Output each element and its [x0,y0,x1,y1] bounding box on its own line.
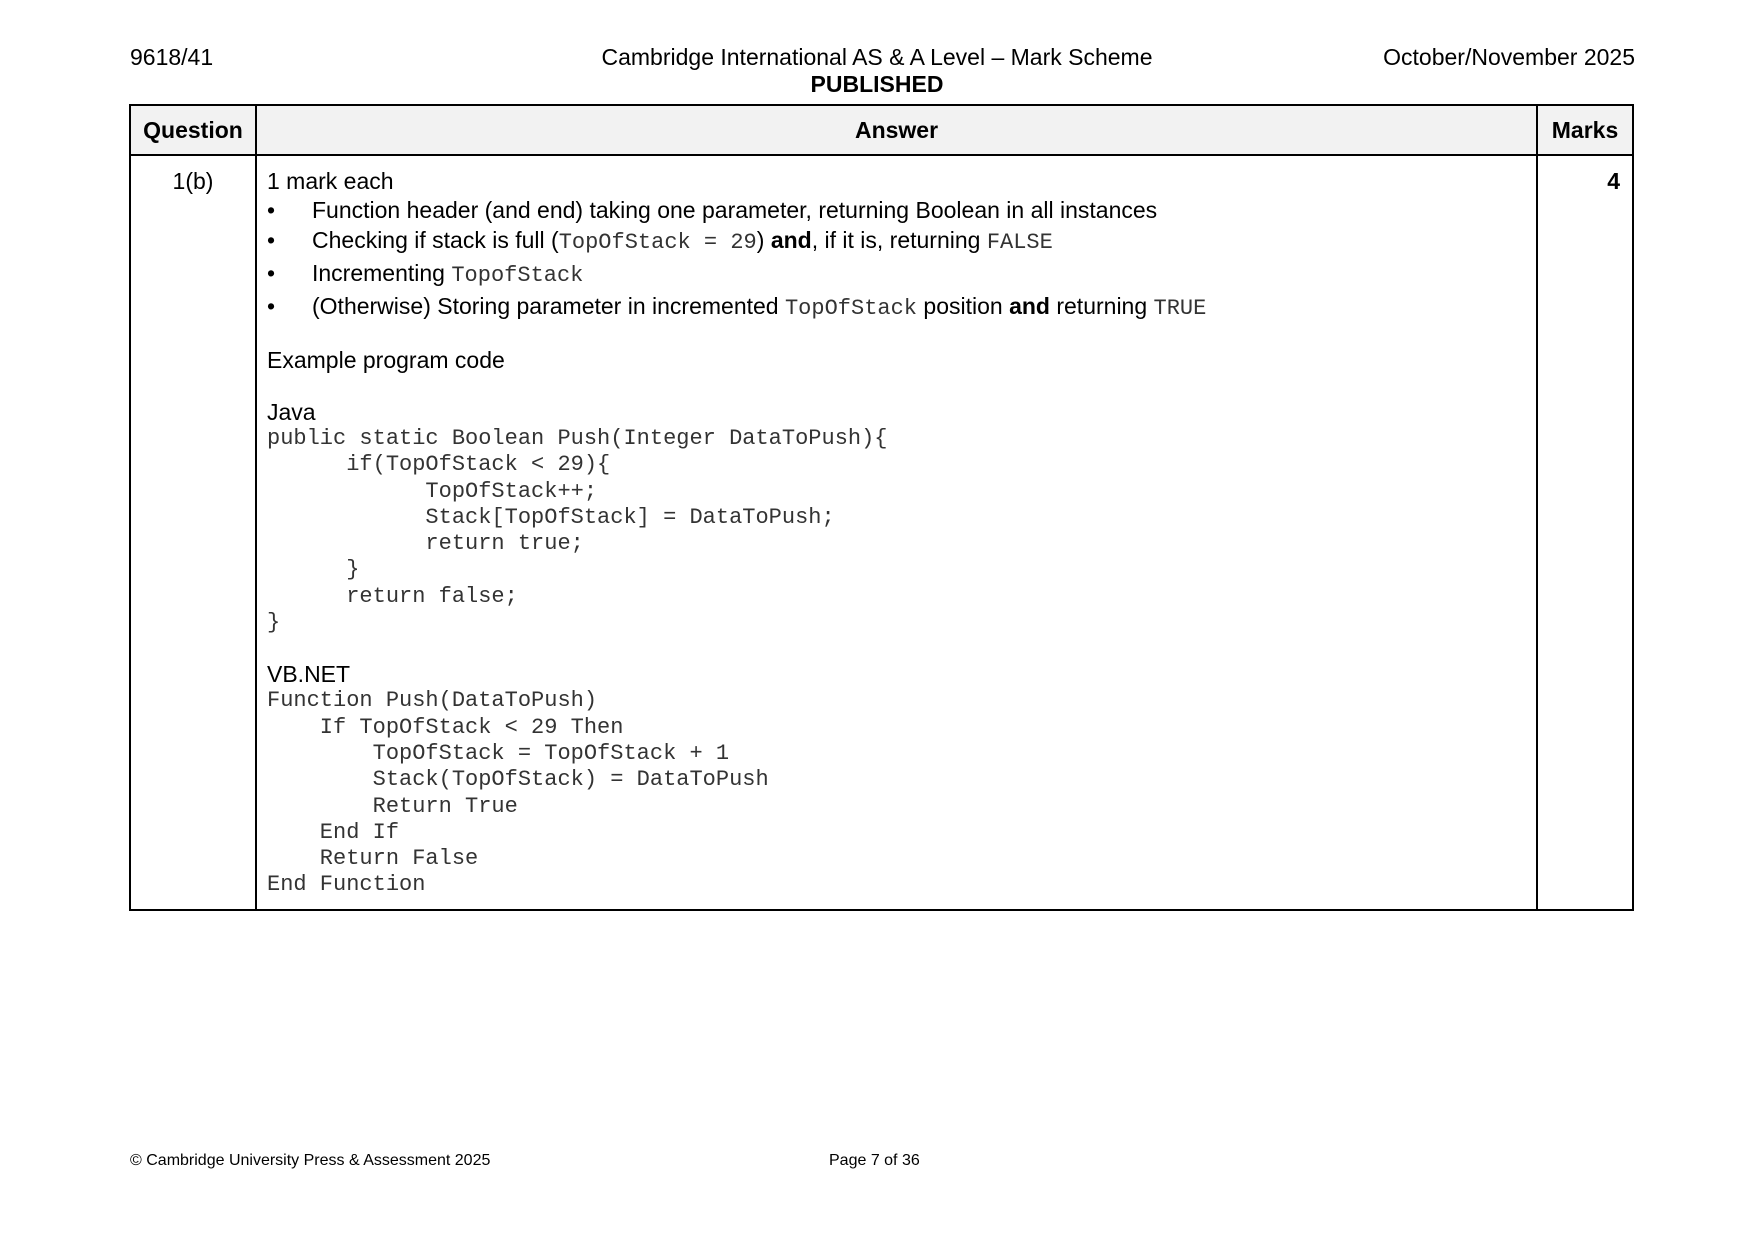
inline-code: FALSE [986,230,1053,255]
java-code-block: public static Boolean Push(Integer DataToPush){ if(TopOfStack < 29){ TopOfStack++; Stack[TopOfStack] = DataToPush; return true; } return false; } [267,426,888,636]
page-number: Page 7 of 36 [829,1152,920,1169]
inline-code: TopOfStack = 29 [558,230,757,255]
list-item [267,258,1526,291]
answer-cell [256,155,1537,910]
vbnet-code-block: Function Push(DataToPush) If TopOfStack < 29 Then TopOfStack = TopOfStack + 1 Stack(TopOfStack) = DataToPush Return True End If Return False End Function [267,688,769,898]
point-text: (Otherwise) Storing parameter in incremented [312,293,785,319]
question-number: 1(b) [130,155,256,910]
inline-code: TRUE [1153,296,1207,321]
mark-scheme-table [129,104,1634,911]
copyright-notice: © Cambridge University Press & Assessment 2025 [130,1152,491,1169]
list-item [267,291,1526,324]
bullet-icon: • [267,260,276,286]
mark-intro: 1 mark each [267,168,394,194]
marks-value: 4 [1537,155,1633,910]
point-text: returning [1049,293,1154,319]
marks-column-header: Marks [1537,105,1633,155]
list-item [267,195,1526,225]
paper-code: 9618/41 [130,44,214,70]
list-item [267,225,1526,258]
bullet-icon: • [267,293,276,319]
published-label: PUBLISHED [810,71,944,97]
document-title: Cambridge International AS & A Level – Mark Scheme [601,44,1153,70]
bold-keyword: and [770,227,812,253]
point-text: Checking if stack is full ( [312,227,559,253]
point-text: Incrementing [312,260,452,286]
inline-code: TopOfStack [784,296,918,321]
point-text: position [917,293,1010,319]
example-code-heading: Example program code [267,347,505,373]
table-row [130,155,1633,910]
table-header-row [130,105,1633,155]
exam-session: October/November 2025 [1383,44,1635,70]
marking-points-list [267,195,1526,324]
answer-column-header: Answer [256,105,1537,155]
bullet-icon: • [267,197,276,223]
question-column-header: Question [130,105,256,155]
point-text: , if it is, returning [811,227,987,253]
point-text: ) [756,227,771,253]
bullet-icon: • [267,227,276,253]
java-label: Java [267,399,316,425]
point-text: Function header (and end) taking one parameter, returning Boolean in all instances [312,197,1158,223]
bold-keyword: and [1009,293,1050,319]
inline-code: TopofStack [451,263,584,288]
vbnet-label: VB.NET [267,661,351,688]
